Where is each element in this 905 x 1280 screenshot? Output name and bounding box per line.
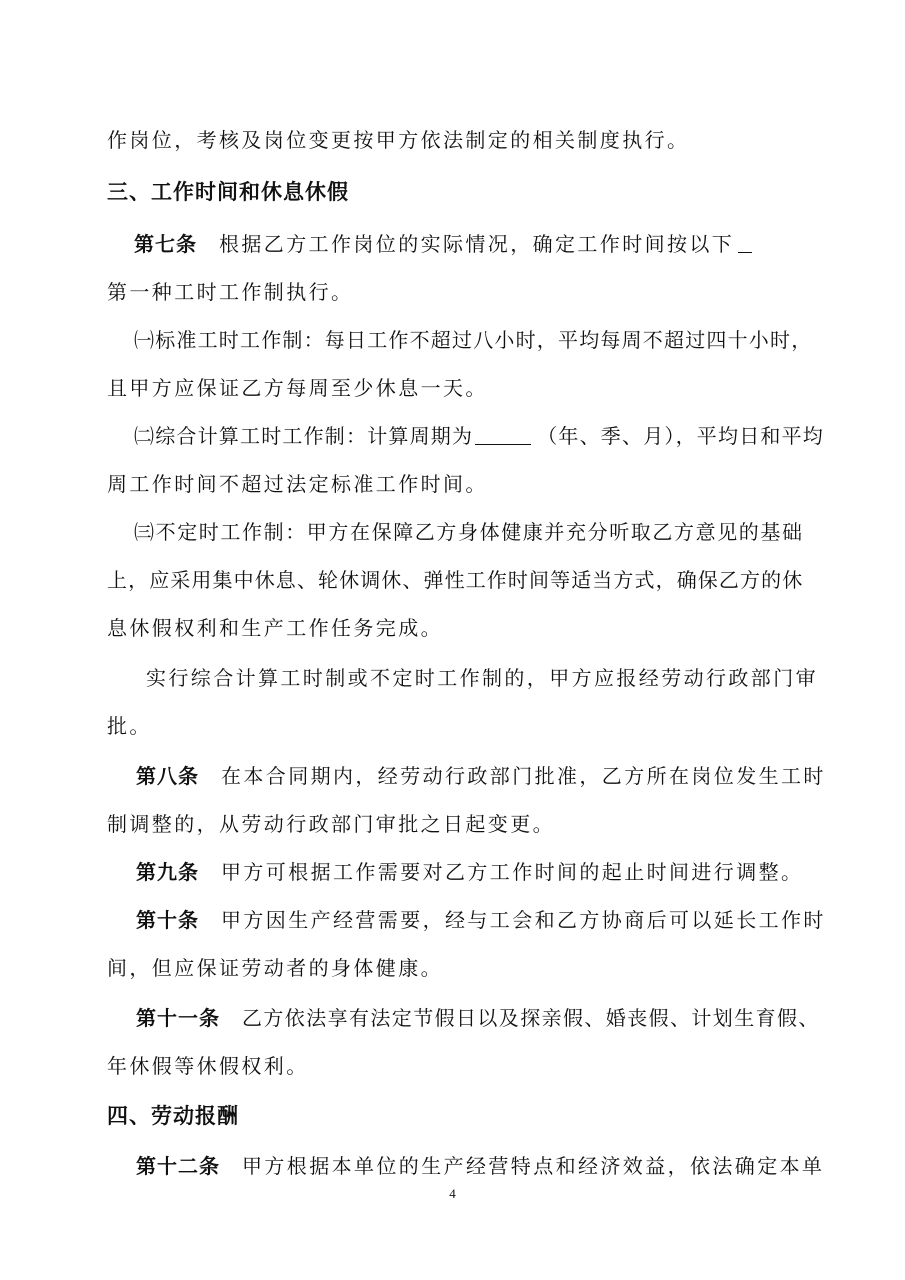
article-label: 第十二条 bbox=[136, 1154, 220, 1178]
section-heading-4: 四、劳动报酬 bbox=[107, 1104, 239, 1128]
paragraph-line: 息休假权利和生产工作任务完成。 bbox=[107, 616, 443, 640]
paragraph-line: 周工作时间不超过法定标准工作时间。 bbox=[107, 472, 488, 496]
article-label: 第十一条 bbox=[136, 1006, 220, 1030]
article-8: 第八条 在本合同期内，经劳动行政部门批准，乙方所在岗位发生工时 bbox=[136, 764, 826, 788]
fill-in-blank bbox=[475, 424, 531, 445]
paragraph-line: 制调整的，从劳动行政部门审批之日起变更。 bbox=[107, 812, 555, 836]
article-label: 第九条 bbox=[136, 860, 199, 884]
article-label: 第十条 bbox=[136, 908, 199, 932]
section-heading-3: 三、工作时间和休息休假 bbox=[107, 180, 349, 204]
paragraph-line: 间，但应保证劳动者的身体健康。 bbox=[107, 956, 443, 980]
article-11: 第十一条 乙方依法享有法定节假日以及探亲假、婚丧假、计划生育假、 bbox=[136, 1006, 820, 1030]
article-label: 第八条 bbox=[136, 764, 199, 788]
page-number: 4 bbox=[449, 1186, 456, 1201]
clause-2: ㈡综合计算工时工作制：计算周期为 （年、季、月），平均日和平均 bbox=[134, 424, 825, 448]
article-label: 第七条 bbox=[134, 232, 197, 256]
paragraph-line: 批。 bbox=[107, 714, 152, 738]
paragraph-line: 作岗位，考核及岗位变更按甲方依法制定的相关制度执行。 bbox=[107, 128, 690, 152]
paragraph-line: 上，应采用集中休息、轮休调休、弹性工作时间等适当方式，确保乙方的休 bbox=[107, 568, 804, 592]
article-12: 第十二条 甲方根据本单位的生产经营特点和经济效益，依法确定本单 bbox=[136, 1154, 825, 1178]
article-7: 第七条 根据乙方工作岗位的实际情况，确定工作时间按以下 bbox=[134, 230, 834, 258]
paragraph-line: 第一种工时工作制执行。 bbox=[107, 280, 354, 304]
fill-in-blank bbox=[738, 232, 752, 253]
paragraph-line: 且甲方应保证乙方每周至少休息一天。 bbox=[107, 376, 488, 400]
paragraph-line: 年休假等休假权利。 bbox=[107, 1054, 309, 1078]
article-10: 第十条 甲方因生产经营需要，经与工会和乙方协商后可以延长工作时 bbox=[136, 908, 826, 932]
clause-1: ㈠标准工时工作制：每日工作不超过八小时，平均每周不超过四十小时， bbox=[134, 328, 813, 352]
article-9: 第九条 甲方可根据工作需要对乙方工作时间的起止时间进行调整。 bbox=[136, 860, 804, 884]
clause-3: ㈢不定时工作制：甲方在保障乙方身体健康并充分听取乙方意见的基础 bbox=[134, 520, 804, 544]
note-paragraph: 实行综合计算工时制或不定时工作制的，甲方应报经劳动行政部门审 bbox=[146, 666, 818, 690]
